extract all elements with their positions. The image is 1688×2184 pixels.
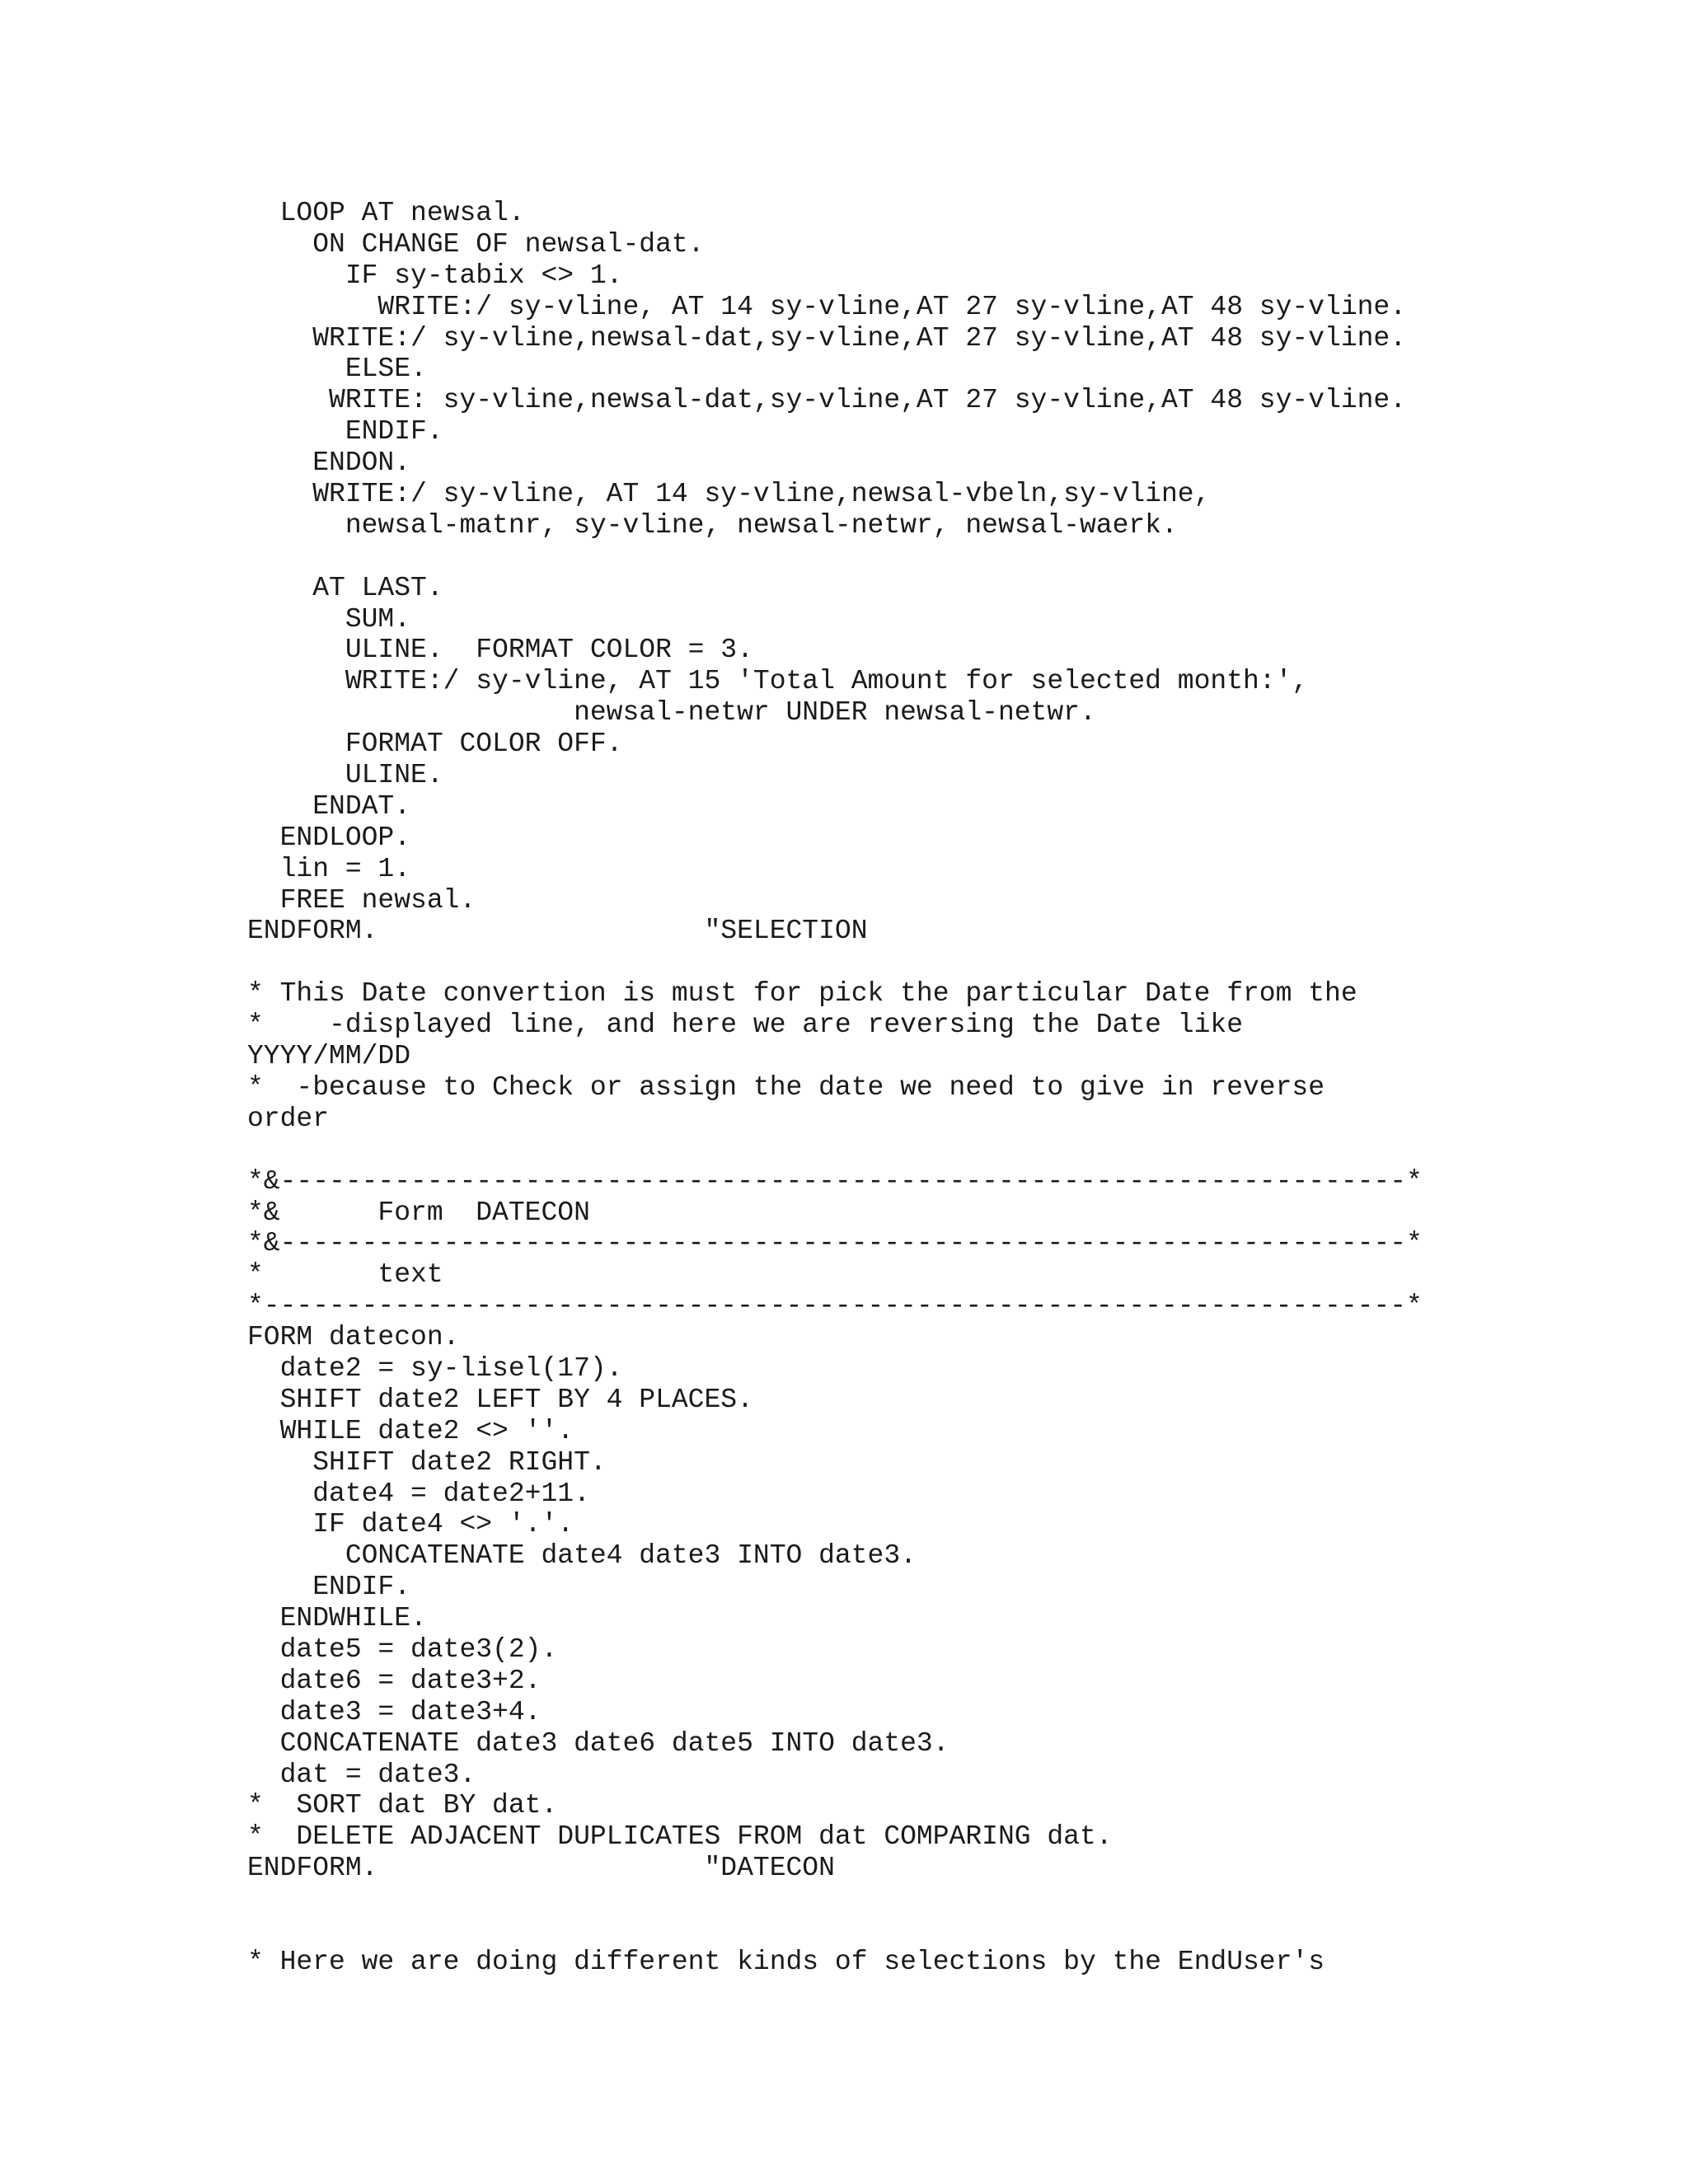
code-line: ENDIF. <box>247 1572 411 1603</box>
code-line: YYYY/MM/DD <box>247 1041 411 1072</box>
code-line: WRITE:/ sy-vline, AT 15 'Total Amount for selected month:', <box>247 666 1309 697</box>
code-line: AT LAST. <box>247 572 443 603</box>
code-line: order <box>247 1103 330 1134</box>
code-line: * text <box>247 1259 443 1291</box>
code-line: FORMAT COLOR OFF. <box>247 729 623 760</box>
code-line: WRITE: sy-vline,newsal-dat,sy-vline,AT 27 sy-vline,AT 48 sy-vline. <box>247 385 1407 416</box>
code-line: CONCATENATE date3 date6 date5 INTO date3. <box>247 1727 950 1759</box>
code-line <box>247 1884 1423 1915</box>
code-line <box>247 1135 1423 1166</box>
code-line: *----------------------------------------------------------------------* <box>247 1291 1423 1322</box>
code-line: IF sy-tabix <> 1. <box>247 260 623 291</box>
code-line: date3 = date3+4. <box>247 1696 542 1727</box>
code-line: CONCATENATE date4 date3 INTO date3. <box>247 1540 917 1572</box>
code-line <box>247 541 1423 573</box>
code-line: dat = date3. <box>247 1759 476 1790</box>
code-line: * DELETE ADJACENT DUPLICATES FROM dat COMPARING dat. <box>247 1821 1113 1853</box>
code-line: *& Form DATECON <box>247 1197 590 1228</box>
code-line: lin = 1. <box>247 853 411 884</box>
code-line: WRITE:/ sy-vline, AT 14 sy-vline,newsal-vbeln,sy-vline, <box>247 479 1211 510</box>
code-line: date4 = date2+11. <box>247 1478 590 1509</box>
code-line: ENDON. <box>247 448 411 479</box>
code-line: * Here we are doing different kinds of selections by the EndUser's <box>247 1946 1325 1977</box>
code-line: ELSE. <box>247 354 427 385</box>
code-line: WHILE date2 <> ''. <box>247 1415 574 1446</box>
code-line: ENDWHILE. <box>247 1603 427 1634</box>
code-line: * SORT dat BY dat. <box>247 1790 558 1821</box>
code-line: SHIFT date2 RIGHT. <box>247 1446 607 1478</box>
code-line: SUM. <box>247 603 411 635</box>
code-line: date2 = sy-lisel(17). <box>247 1352 623 1384</box>
code-line: WRITE:/ sy-vline, AT 14 sy-vline,AT 27 sy-vline,AT 48 sy-vline. <box>247 291 1407 322</box>
code-line <box>247 1915 1423 1947</box>
code-line: date5 = date3(2). <box>247 1633 558 1665</box>
code-line: * This Date convertion is must for pick the particular Date from the <box>247 978 1357 1010</box>
code-line: ULINE. <box>247 760 443 791</box>
code-line: * -because to Check or assign the date we need to give in reverse <box>247 1071 1325 1103</box>
code-line: FORM datecon. <box>247 1322 460 1353</box>
code-line: IF date4 <> '.'. <box>247 1509 574 1540</box>
code-line: * -displayed line, and here we are reversing the Date like <box>247 1010 1243 1041</box>
code-line: *&---------------------------------------------------------------------* <box>247 1165 1423 1197</box>
code-line: ENDFORM. "SELECTION <box>247 916 868 947</box>
code-line: SHIFT date2 LEFT BY 4 PLACES. <box>247 1384 753 1415</box>
code-line: ENDIF. <box>247 416 443 448</box>
code-line: FREE newsal. <box>247 884 476 916</box>
code-line: ON CHANGE OF newsal-dat. <box>247 228 705 260</box>
code-line: newsal-matnr, sy-vline, newsal-netwr, newsal-waerk. <box>247 509 1178 541</box>
code-line: newsal-netwr UNDER newsal-netwr. <box>247 697 1096 729</box>
code-line: ENDLOOP. <box>247 822 411 853</box>
code-line <box>247 947 1423 978</box>
code-listing <box>247 198 1423 1978</box>
code-line: WRITE:/ sy-vline,newsal-dat,sy-vline,AT 27 sy-vline,AT 48 sy-vline. <box>247 322 1407 354</box>
code-line: ENDFORM. "DATECON <box>247 1853 835 1884</box>
code-line: LOOP AT newsal. <box>247 198 525 228</box>
code-line: *&---------------------------------------------------------------------* <box>247 1228 1423 1259</box>
code-line: ULINE. FORMAT COLOR = 3. <box>247 635 753 666</box>
code-line: date6 = date3+2. <box>247 1665 542 1696</box>
code-line: ENDAT. <box>247 790 411 822</box>
